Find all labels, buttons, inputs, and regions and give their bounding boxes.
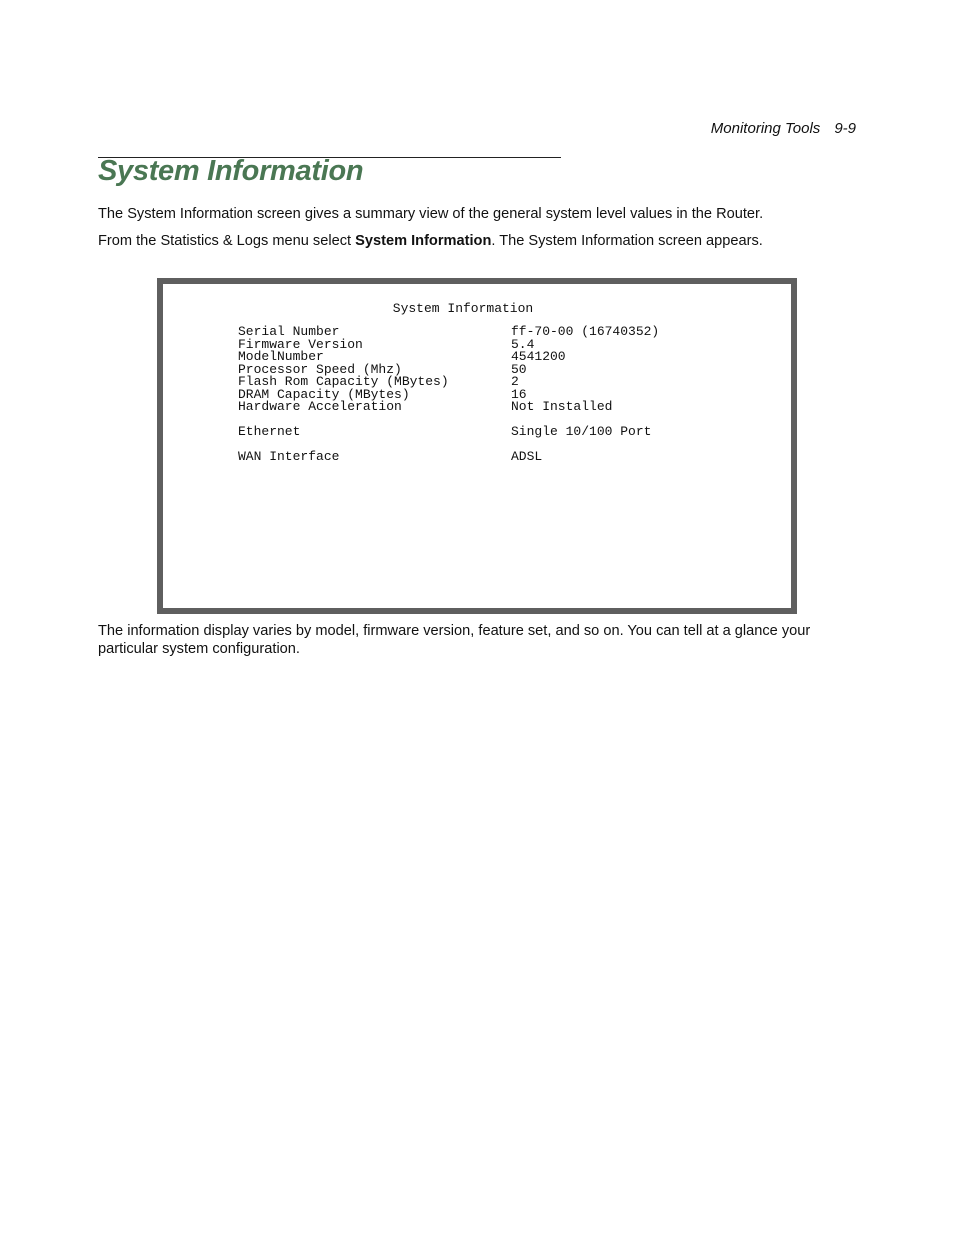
header-section: Monitoring Tools	[710, 120, 821, 137]
info-value: 16	[511, 386, 527, 402]
info-label: Hardware Acceleration	[238, 399, 402, 414]
info-label: Serial Number	[238, 324, 340, 339]
info-row	[238, 451, 659, 464]
system-information-screen	[157, 278, 797, 614]
section-title: System Information	[98, 155, 364, 187]
instruction-text-end: . The System Information screen appears.	[491, 233, 763, 249]
info-label: Processor Speed (Mhz)	[238, 361, 402, 377]
info-row	[238, 426, 659, 439]
info-table	[238, 326, 659, 464]
instruction-text: From the Statistics & Logs menu select	[98, 233, 356, 249]
intro-paragraph: The System Information screen gives a summary view of the general system level values in the Router.	[98, 206, 764, 222]
info-value: 50	[511, 361, 527, 377]
info-label: Firmware Version	[238, 336, 363, 352]
menu-item-reference: System Information	[355, 233, 492, 249]
info-label: Flash Rom Capacity (MBytes)	[238, 374, 449, 389]
page-number: 9-9	[834, 120, 856, 137]
info-label: DRAM Capacity (MBytes)	[238, 386, 410, 402]
instruction-paragraph	[98, 232, 858, 250]
info-value: 5.4	[511, 336, 535, 352]
info-value: 2	[511, 374, 519, 389]
info-label: Ethernet	[238, 424, 301, 439]
info-value: 4541200	[511, 349, 566, 364]
outro-paragraph: The information display varies by model, firmware version, feature set, and so on. You can tell at a glance your particular system configuration.	[98, 623, 811, 657]
info-value: Single 10/100 Port	[511, 424, 652, 439]
info-value: Not Installed	[511, 399, 613, 414]
info-value: ff-70-00 (16740352)	[511, 324, 660, 339]
screen-title: System Information	[392, 301, 534, 316]
info-label: WAN Interface	[238, 449, 340, 464]
running-header	[711, 120, 856, 137]
info-row	[238, 401, 659, 414]
info-value: ADSL	[511, 449, 543, 464]
info-label: ModelNumber	[238, 349, 324, 364]
